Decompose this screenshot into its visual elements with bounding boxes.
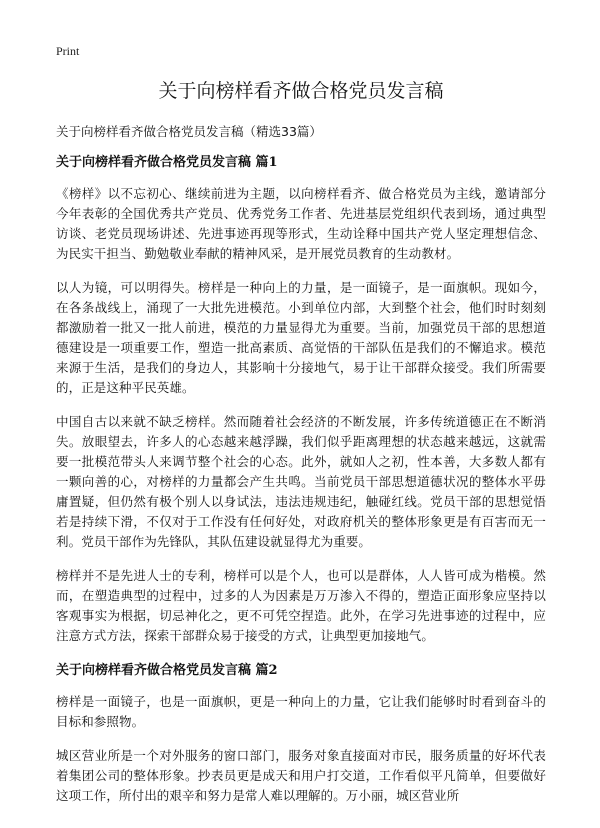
section-2 [56,660,546,806]
print-link[interactable]: Print [56,44,80,58]
paragraph: 城区营业所是一个对外服务的窗口部门，服务对象直接面对市民，服务质量的好坏代表着集团公司的整体形象。抄表员更是成天和用户打交道，工作看似平凡简单，但要做好这项工作，所付出的艰辛和努力是常人难以理解的。万小丽，城区营业所 [56,748,546,803]
paragraph: 《榜样》以不忘初心、继续前进为主题，以向榜样看齐、做合格党员为主线，邀请部分今年表彰的全国优秀共产党员、优秀党务工作者、先进基层党组织代表到场，通过典型访谈、老党员现场讲述、先进事迹再现等形式，生动诠释中国共产党人坚定理想信念、为民实干担当、勤勉敬业奉献的精神风采，是开展党员教育的生动教材。 [56,186,546,261]
section-heading: 关于向榜样看齐做合格党员发言稿 篇1 [56,155,278,170]
paragraph: 榜样是一面镜子，也是一面旗帜，更是一种向上的力量，它让我们能够时时看到奋斗的目标和参照物。 [56,694,546,729]
paragraph: 中国自古以来就不缺乏榜样。然而随着社会经济的不断发展，许多传统道德正在不断消失。放眼望去，许多人的心态越来越浮躁，我们似乎距离理想的状态越来越远，这就需要一批模范带头人来调节整个社会的心态。此外，就如人之初，性本善，大多数人都有一颗向善的心，对榜样的力量都会产生共鸣。当前党员干部思想道德状况的整体水平毋庸置疑，但仍然有极个别人以身试法，违法违规违纪，触碰红线。党员干部的思想觉悟若是持续下滑，不仅对于工作没有任何好处，对政府机关的整体形象更是有百害而无一利。党员干部作为先锋队，其队伍建设就显得尤为重要。 [56,414,546,549]
document-subtitle: 关于向榜样看齐做合格党员发言稿（精选33篇） [56,124,322,139]
document-body [56,76,546,820]
paragraph: 以人为镜，可以明得失。榜样是一种向上的力量，是一面镜子，是一面旗帜。现如今，在各条战线上，涌现了一大批先进模范。小到单位内部，大到整个社会，他们时时刻刻都激励着一批又一批人前进，模范的力量显得尤为重要。当前，加强党员干部的思想道德建设是一项重要工作，塑造一批高素质、高觉悟的干部队伍是我们的不懈追求。模范来源于生活，是我们的身边人，其影响十分接地气，易于让干部群众接受。我们所需要的，正是这种平民英雄。 [56,280,546,395]
section-1 [56,152,546,646]
paragraph: 榜样并不是先进人士的专利，榜样可以是个人，也可以是群体，人人皆可成为楷模。然而，在塑造典型的过程中，过多的人为因素是万万渗入不得的，塑造正面形象应坚持以客观事实为根据，切忌神化之，更不可凭空捏造。此外，在学习先进事迹的过程中，应注意方式方法，探索干部群众易于接受的方式，让典型更加接地气。 [56,568,546,643]
section-heading: 关于向榜样看齐做合格党员发言稿 篇2 [56,663,278,678]
document-title: 关于向榜样看齐做合格党员发言稿 [158,80,444,102]
